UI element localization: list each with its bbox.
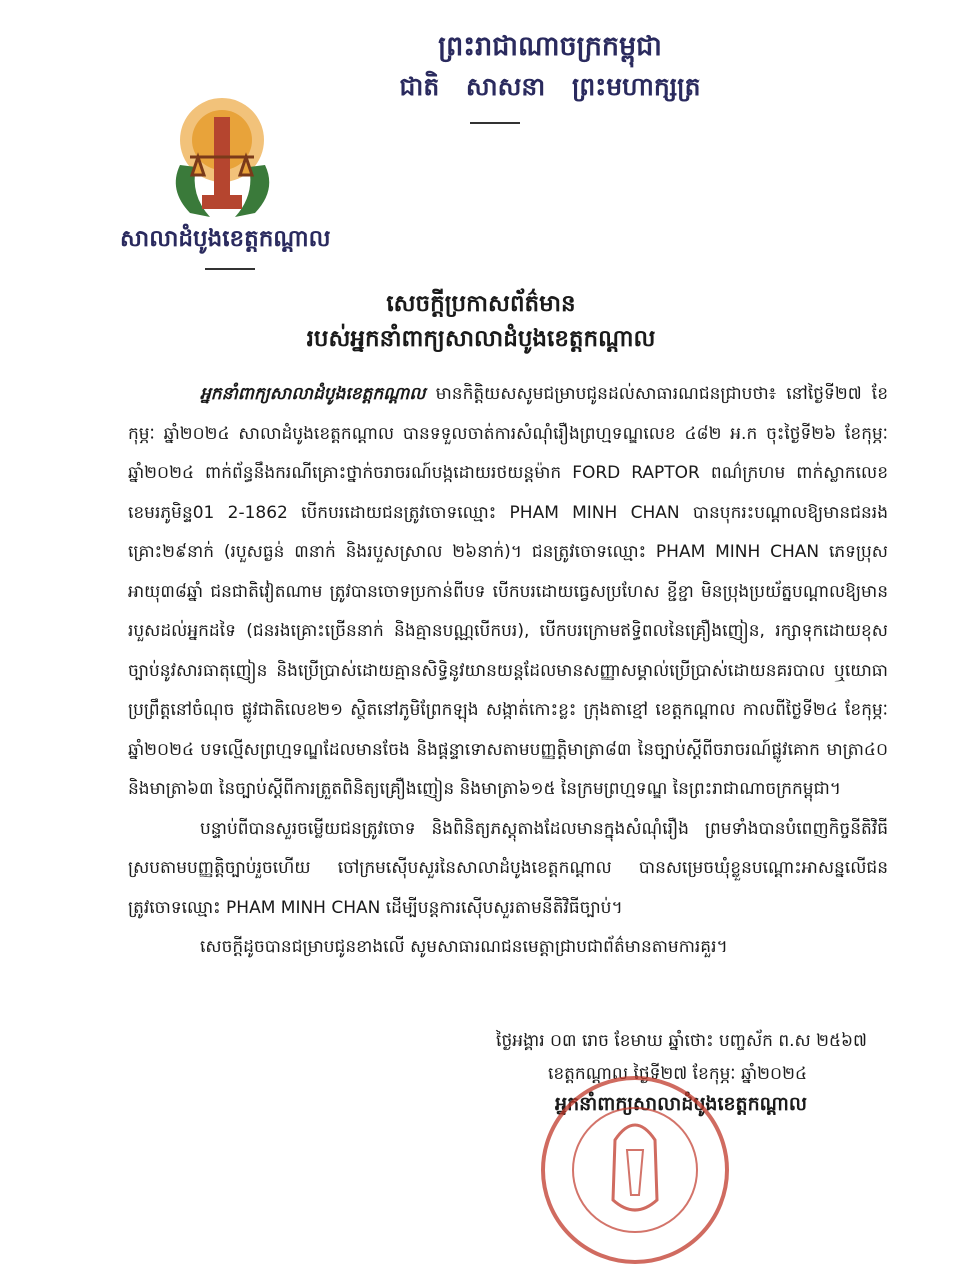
header-ornament	[470, 122, 520, 124]
paragraph-3: សេចក្ដីដូចបានជម្រាបជូនខាងលើ សូមសាធារណជនមេត្តាជ្រាបជាព័ត៌មានតាមការគួរ។	[200, 937, 728, 957]
document-subtitle: របស់អ្នកនាំពាក្យសាលាដំបូងខេត្តកណ្ដាល	[306, 326, 656, 352]
court-ornament	[205, 268, 255, 270]
lunar-date: ថ្ងៃអង្គារ ០៣ រោច ខែមាឃ ឆ្នាំថោះ បញ្ចស័ក ព.ស ២៥៦៧	[496, 1031, 867, 1051]
spokesperson-lead: អ្នកនាំពាក្យសាលាដំបូងខេត្តកណ្ដាល	[200, 384, 426, 404]
paragraph-1	[128, 375, 888, 810]
announcement-body	[128, 375, 888, 968]
document-title: សេចក្ដីប្រកាសព័ត៌មាន	[386, 291, 576, 317]
court-emblem-logo	[160, 95, 285, 225]
court-name: សាលាដំបូងខេត្តកណ្ដាល	[120, 226, 331, 252]
national-motto: ជាតិ សាសនា ព្រះមហាក្សត្រ	[399, 72, 701, 101]
pedestal	[202, 195, 242, 209]
solar-date: ខេត្តកណ្ដាល ថ្ងៃទី២៧ ខែកុម្ភៈ ឆ្នាំ២០២៤	[547, 1064, 807, 1084]
official-seal-stamp	[535, 1070, 735, 1270]
paragraph-2: បន្ទាប់ពីបានសួរចម្លើយជនត្រូវចោទ និងពិនិត្យភស្តុតាងដែលមានក្នុងសំណុំរឿង ព្រមទាំងបានបំពេញកិច្ចនីតិវិធីស្របតាមបញ្ញត្តិច្បាប់រួចហើយ ចៅក្រមស៊ើបសួរនៃសាលាដំបូងខេត្តកណ្ដាល បានសម្រេចឃុំខ្លួនបណ្ដោះអាសន្នលើជនត្រូវចោទឈ្មោះ PHAM MINH CHAN ដើម្បីបន្តការស៊ើបសួរតាមនីតិវិធីច្បាប់។	[128, 818, 888, 918]
kingdom-heading: ព្រះរាជាណាចក្រកម្ពុជា	[438, 31, 662, 62]
paragraph-1-text: មានកិត្តិយសសូមជម្រាបជូនដល់សាធារណជនជ្រាបថា៖ នៅថ្ងៃទី២៧ ខែកុម្ភៈ ឆ្នាំ២០២៤ សាលាដំបូងខេត្តកណ្ដាល បានទទួលចាត់ការសំណុំរឿងព្រហ្មទណ្ឌលេខ ៤៨២ អ.ក ចុះថ្ងៃទី២៦ ខែកុម្ភៈ ឆ្នាំ២០២៤ ពាក់ព័ន្ធនឹងករណីគ្រោះថ្នាក់ចរាចរណ៍បង្កដោយរថយន្តម៉ាក FORD RAPTOR ពណ៌ក្រហម ពាក់ស្លាកលេខ ខេមរភូមិន្ទ01 2-1862 បើកបរដោយជនត្រូវចោទឈ្មោះ PHAM MINH CHAN បានបុករះបណ្ដាលឱ្យមានជនរងគ្រោះ២៩នាក់ (របួសធ្ងន់ ៣នាក់ និងរបួសស្រាល ២៦នាក់)។ ជនត្រូវចោទឈ្មោះ PHAM MINH CHAN ភេទប្រុស អាយុ៣៨ឆ្នាំ ជនជាតិវៀតណាម ត្រូវបានចោទប្រកាន់ពីបទ បើកបរដោយធ្វេសប្រហែស ខ្ជីខ្ជា មិនប្រុងប្រយ័ត្នបណ្ដាលឱ្យមានរបួសដល់អ្នកដទៃ (ជនរងគ្រោះច្រើននាក់ និងគ្មានបណ្ណបើកបរ), បើកបរក្រោមឥទ្ធិពលនៃគ្រឿងញៀន, រក្សាទុកដោយខុសច្បាប់នូវសារធាតុញៀន និងប្រើប្រាស់ដោយគ្មានសិទ្ធិនូវយានយន្តដែលមានសញ្ញាសម្គាល់ប្រើប្រាស់ដោយនគរបាល ឬយោធា ប្រព្រឹត្តនៅចំណុច ផ្លូវជាតិលេខ២១ ស្ថិតនៅភូមិព្រែកឡុង សង្កាត់កោះខ្លះ ក្រុងតាខ្មៅ ខេត្តកណ្ដាល កាលពីថ្ងៃទី២៤ ខែកុម្ភៈ ឆ្នាំ២០២៤ បទល្មើសព្រហ្មទណ្ឌដែលមានចែង និងផ្ដន្ទាទោសតាមបញ្ញត្តិមាត្រា៨៣ នៃច្បាប់ស្ដីពីចរាចរណ៍ផ្លូវគោក មាត្រា៤០ និងមាត្រា៦៣ នៃច្បាប់ស្ដីពីការត្រួតពិនិត្យគ្រឿងញៀន និងមាត្រា៦១៥ នៃក្រមព្រហ្មទណ្ឌ នៃព្រះរាជាណាចក្រកម្ពុជា។	[128, 384, 888, 799]
signer-title: អ្នកនាំពាក្យសាលាដំបូងខេត្តកណ្ដាល	[555, 1093, 807, 1115]
